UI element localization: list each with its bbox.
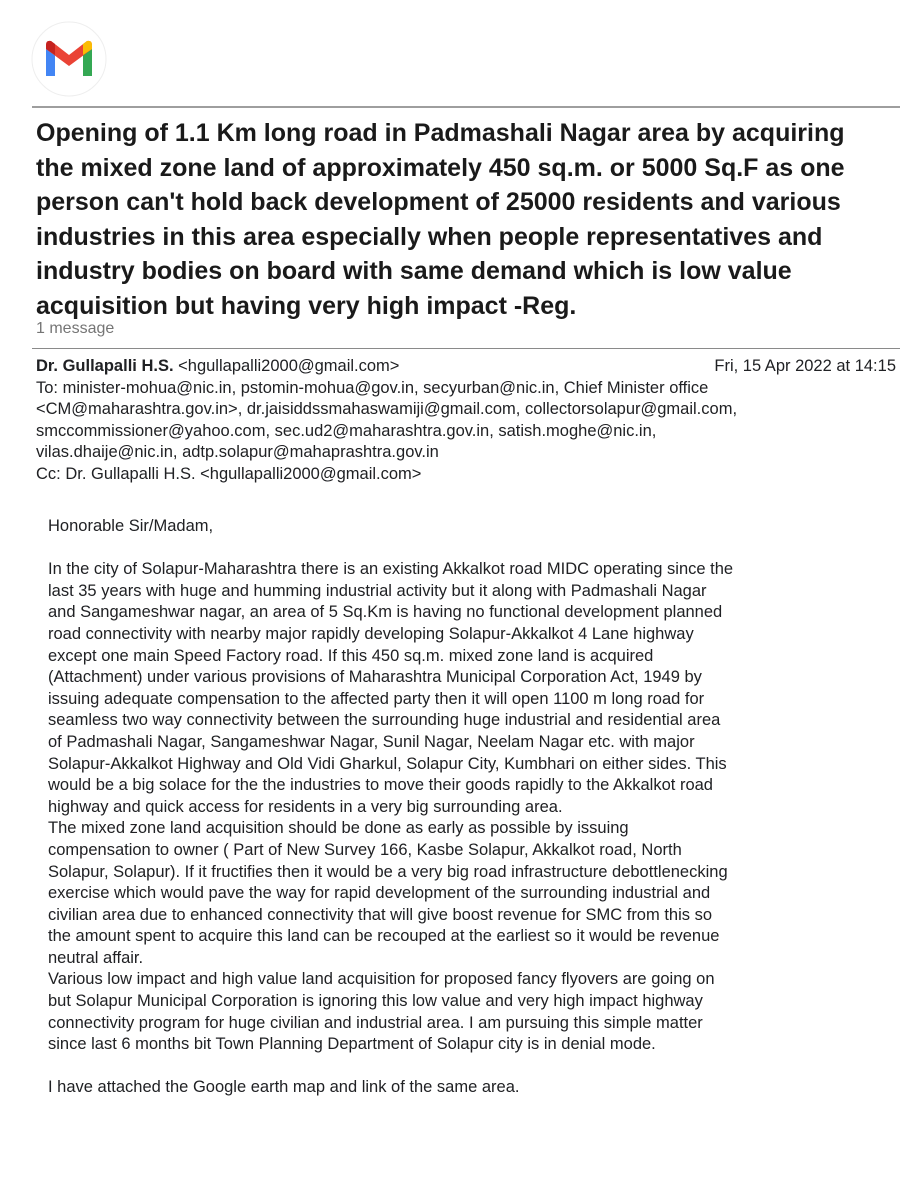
body-line: (Attachment) under various provisions of Maharashtra Municipal Corporation Act, 1949 by <box>48 668 702 687</box>
body-line: civilian area due to enhanced connectivity that will give boost revenue for SMC from this so <box>48 905 713 924</box>
body-line: but Solapur Municipal Corporation is ignoring this low value and very high impact highway <box>48 992 703 1011</box>
subject-line: Opening of 1.1 Km long road in Padmashali Nagar area by acquiring <box>36 119 845 147</box>
body-line: Solapur, Solapur). If it fructifies then it would be a very big road infrastructure debottlenecking <box>48 862 728 881</box>
sender-email[interactable]: <hgullapalli2000@gmail.com> <box>178 357 400 375</box>
body-line: The mixed zone land acquisition should be done as early as possible by issuing <box>48 819 629 838</box>
body-line: seamless two way connectivity between the surrounding huge industrial and residential area <box>48 711 721 730</box>
message-header <box>36 356 902 486</box>
body-line: and Sangameshwar nagar, an area of 5 Sq.Km is having no functional development planned <box>48 603 723 622</box>
email-subject <box>36 116 898 323</box>
header-divider <box>32 106 900 108</box>
to-line: vilas.dhaije@nic.in, adtp.solapur@mahaprashtra.gov.in <box>36 443 439 462</box>
to-line: To: minister-mohua@nic.in, pstomin-mohua@gov.in, secyurban@nic.in, Chief Minister office <box>36 378 709 397</box>
body-line: of Padmashali Nagar, Sangameshwar Nagar, Sunil Nagar, Neelam Nagar etc. with major <box>48 732 695 751</box>
gmail-logo-icon <box>30 20 108 98</box>
subject-line: person can't hold back development of 25000 residents and various <box>36 188 841 216</box>
message-divider <box>32 348 900 349</box>
paragraph-1 <box>48 559 898 1056</box>
subject-line: industry bodies on board with same demand which is low value <box>36 257 792 285</box>
body-line: exercise which would pave the way for rapid development of the surrounding industrial and <box>48 884 711 903</box>
body-line: In the city of Solapur-Maharashtra there is an existing Akkalkot road MIDC operating since the <box>48 560 734 579</box>
subject-line: industries in this area especially when people representatives and <box>36 222 823 251</box>
body-line: last 35 years with huge and humming industrial activity but it along with Padmashali Nagar <box>48 581 707 600</box>
body-line: since last 6 months bit Town Planning Department of Solapur city is in denial mode. <box>48 1035 656 1054</box>
body-line: compensation to owner ( Part of New Survey 166, Kasbe Solapur, Akkalkot road, North <box>48 840 682 859</box>
body-line: highway and quick access for residents in a very big surrounding area. <box>48 797 563 816</box>
gmail-logo <box>30 20 108 98</box>
body-line: issuing adequate compensation to the affected party then it will open 1100 m long road for <box>48 689 705 708</box>
body-line: road connectivity with nearby major rapidly developing Solapur-Akkalkot 4 Lane highway <box>48 624 694 643</box>
body-line: Solapur-Akkalkot Highway and Old Vidi Gharkul, Solapur City, Kumbhari on either sides. This <box>48 754 727 773</box>
body-line: the amount spent to acquire this land can be recouped at the earliest so it would be revenue <box>48 927 720 946</box>
from-row <box>36 356 902 378</box>
closing-line: I have attached the Google earth map and link of the same area. <box>48 1078 520 1097</box>
subject-line: the mixed zone land of approximately 450 sq.m. or 5000 Sq.F as one <box>36 153 845 182</box>
cc-line: Cc: Dr. Gullapalli H.S. <hgullapalli2000@gmail.com> <box>36 464 422 483</box>
subject-line: acquisition but having very high impact -Reg. <box>36 291 577 320</box>
sender-name[interactable]: Dr. Gullapalli H.S. <box>36 357 174 375</box>
to-line: smccommissioner@yahoo.com, sec.ud2@maharashtra.gov.in, satish.moghe@nic.in, <box>36 421 657 440</box>
message-count: 1 message <box>36 320 115 337</box>
message-body <box>48 516 898 1099</box>
body-line: would be a big solace for the the industries to move their goods rapidly to the Akkalkot road <box>48 776 713 795</box>
greeting: Honorable Sir/Madam, <box>48 517 214 535</box>
body-line: connectivity program for huge civilian and industrial area. I am pursuing this simple matter <box>48 1013 703 1032</box>
body-line: Various low impact and high value land acquisition for proposed fancy flyovers are going on <box>48 970 715 989</box>
body-line: except one main Speed Factory road. If this 450 sq.m. mixed zone land is acquired <box>48 646 654 665</box>
message-date: Fri, 15 Apr 2022 at 14:15 <box>714 357 896 375</box>
to-line: <CM@maharashtra.gov.in>, dr.jaisiddssmahaswamiji@gmail.com, collectorsolapur@gmail.com, <box>36 400 738 419</box>
body-line: neutral affair. <box>48 948 144 967</box>
